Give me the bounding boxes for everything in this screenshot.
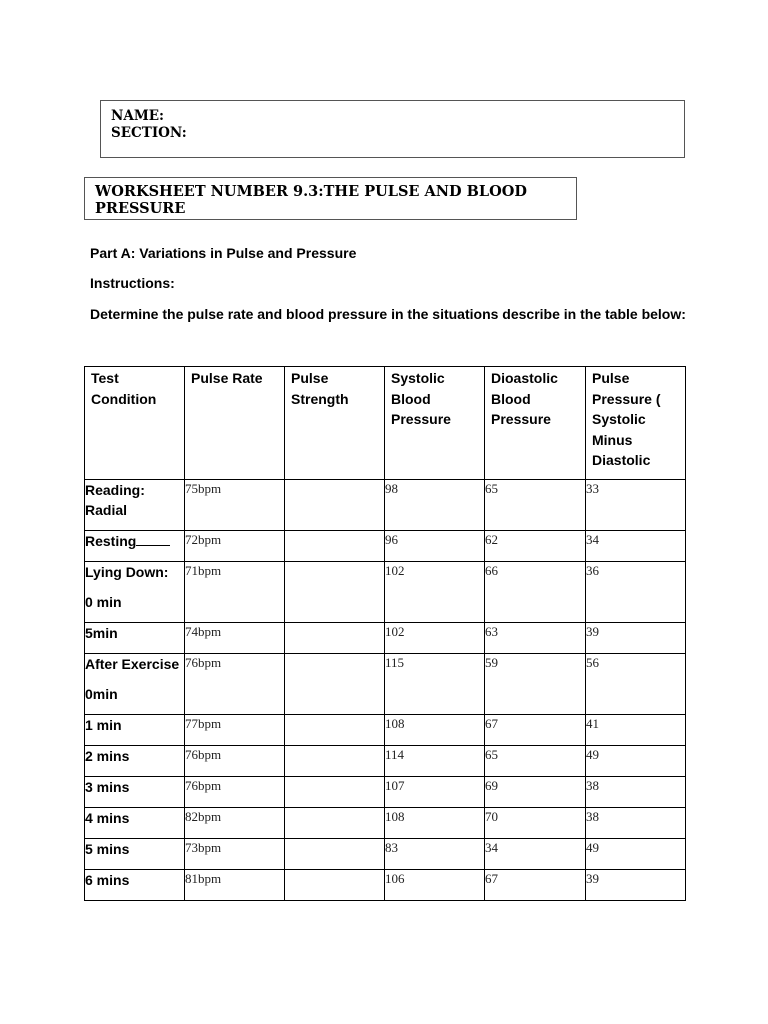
name-section-box — [100, 100, 685, 158]
pulse-pressure-cell: 38 — [586, 777, 686, 808]
pulse-pressure-cell: 41 — [586, 715, 686, 746]
pulse-rate-cell: 76bpm — [185, 777, 285, 808]
table-row — [85, 715, 686, 746]
test-condition-cell — [85, 870, 185, 901]
test-condition-cell — [85, 777, 185, 808]
condition-label: 1 min — [85, 717, 122, 733]
pulse-strength-cell — [285, 808, 385, 839]
systolic-cell: 102 — [385, 562, 485, 623]
diastolic-cell: 63 — [485, 623, 586, 654]
table-row — [85, 870, 686, 901]
pulse-rate-cell: 76bpm — [185, 746, 285, 777]
pulse-rate-cell: 72bpm — [185, 531, 285, 562]
pulse-strength-cell — [285, 654, 385, 715]
pulse-strength-cell — [285, 870, 385, 901]
test-condition-cell — [85, 746, 185, 777]
pulse-strength-cell — [285, 623, 385, 654]
pulse-pressure-cell: 33 — [586, 480, 686, 531]
diastolic-cell: 69 — [485, 777, 586, 808]
test-condition-cell — [85, 531, 185, 562]
instructions-label: Instructions: — [90, 275, 175, 291]
condition-label: 5min — [85, 625, 118, 641]
table-header-row — [85, 367, 686, 480]
diastolic-cell: 70 — [485, 808, 586, 839]
pulse-strength-cell — [285, 777, 385, 808]
pulse-pressure-cell: 49 — [586, 746, 686, 777]
column-header: Systolic Blood Pressure — [385, 367, 485, 480]
condition-label: After Exercise — [85, 656, 180, 672]
pulse-rate-cell: 77bpm — [185, 715, 285, 746]
pulse-pressure-table — [84, 366, 686, 901]
name-label: NAME: — [111, 108, 165, 124]
diastolic-cell: 66 — [485, 562, 586, 623]
pulse-rate-cell: 75bpm — [185, 480, 285, 531]
table-row — [85, 623, 686, 654]
table-row — [85, 777, 686, 808]
pulse-strength-cell — [285, 715, 385, 746]
pulse-rate-cell: 81bpm — [185, 870, 285, 901]
instruction-text: Determine the pulse rate and blood pressure in the situations describe in the table below: — [90, 306, 686, 322]
column-header: Test Condition — [85, 367, 185, 480]
table-row — [85, 808, 686, 839]
test-condition-cell — [85, 839, 185, 870]
pulse-pressure-cell: 34 — [586, 531, 686, 562]
column-header: Pulse Strength — [285, 367, 385, 480]
pulse-strength-cell — [285, 562, 385, 623]
table-row — [85, 654, 686, 715]
pulse-rate-cell: 71bpm — [185, 562, 285, 623]
pulse-strength-cell — [285, 839, 385, 870]
condition-label: 5 mins — [85, 841, 130, 857]
condition-label: 4 mins — [85, 810, 130, 826]
systolic-cell: 115 — [385, 654, 485, 715]
diastolic-cell: 62 — [485, 531, 586, 562]
systolic-cell: 96 — [385, 531, 485, 562]
diastolic-cell: 34 — [485, 839, 586, 870]
pulse-pressure-cell: 39 — [586, 870, 686, 901]
pulse-pressure-cell: 38 — [586, 808, 686, 839]
table-row — [85, 480, 686, 531]
pulse-pressure-cell: 36 — [586, 562, 686, 623]
systolic-cell: 83 — [385, 839, 485, 870]
pulse-strength-cell — [285, 480, 385, 531]
test-condition-cell — [85, 808, 185, 839]
systolic-cell: 108 — [385, 808, 485, 839]
condition-label: Reading: Radial — [85, 482, 145, 518]
condition-label: Lying Down: — [85, 564, 169, 580]
table-row — [85, 839, 686, 870]
test-condition-cell — [85, 654, 185, 715]
test-condition-cell — [85, 623, 185, 654]
pulse-strength-cell — [285, 746, 385, 777]
condition-label: 6 mins — [85, 872, 130, 888]
diastolic-cell: 65 — [485, 746, 586, 777]
condition-sublabel: 0min — [85, 686, 118, 702]
column-header: Pulse Pressure ( Systolic Minus Diastolic — [586, 367, 686, 480]
table-row — [85, 562, 686, 623]
condition-label: Resting — [85, 533, 137, 549]
test-condition-cell — [85, 562, 185, 623]
pulse-strength-cell — [285, 531, 385, 562]
worksheet-title-box — [84, 177, 577, 220]
pulse-rate-cell: 82bpm — [185, 808, 285, 839]
column-header: Pulse Rate — [185, 367, 285, 480]
part-a-heading: Part A: Variations in Pulse and Pressure — [90, 245, 357, 261]
table-row — [85, 746, 686, 777]
systolic-cell: 107 — [385, 777, 485, 808]
systolic-cell: 102 — [385, 623, 485, 654]
test-condition-cell — [85, 480, 185, 531]
pulse-pressure-cell: 39 — [586, 623, 686, 654]
diastolic-cell: 65 — [485, 480, 586, 531]
pulse-rate-cell: 74bpm — [185, 623, 285, 654]
pulse-pressure-cell: 56 — [586, 654, 686, 715]
pulse-rate-cell: 76bpm — [185, 654, 285, 715]
condition-label: 3 mins — [85, 779, 130, 795]
pulse-rate-cell: 73bpm — [185, 839, 285, 870]
fill-in-blank — [136, 533, 170, 546]
test-condition-cell — [85, 715, 185, 746]
pulse-pressure-cell: 49 — [586, 839, 686, 870]
worksheet-title: WORKSHEET NUMBER 9.3:THE PULSE AND BLOOD PRESSURE — [95, 183, 527, 217]
column-header: Dioastolic Blood Pressure — [485, 367, 586, 480]
systolic-cell: 106 — [385, 870, 485, 901]
diastolic-cell: 59 — [485, 654, 586, 715]
systolic-cell: 108 — [385, 715, 485, 746]
condition-label: 2 mins — [85, 748, 130, 764]
diastolic-cell: 67 — [485, 715, 586, 746]
condition-sublabel: 0 min — [85, 594, 122, 610]
section-label: SECTION: — [111, 125, 187, 141]
systolic-cell: 114 — [385, 746, 485, 777]
table-row — [85, 531, 686, 562]
diastolic-cell: 67 — [485, 870, 586, 901]
systolic-cell: 98 — [385, 480, 485, 531]
